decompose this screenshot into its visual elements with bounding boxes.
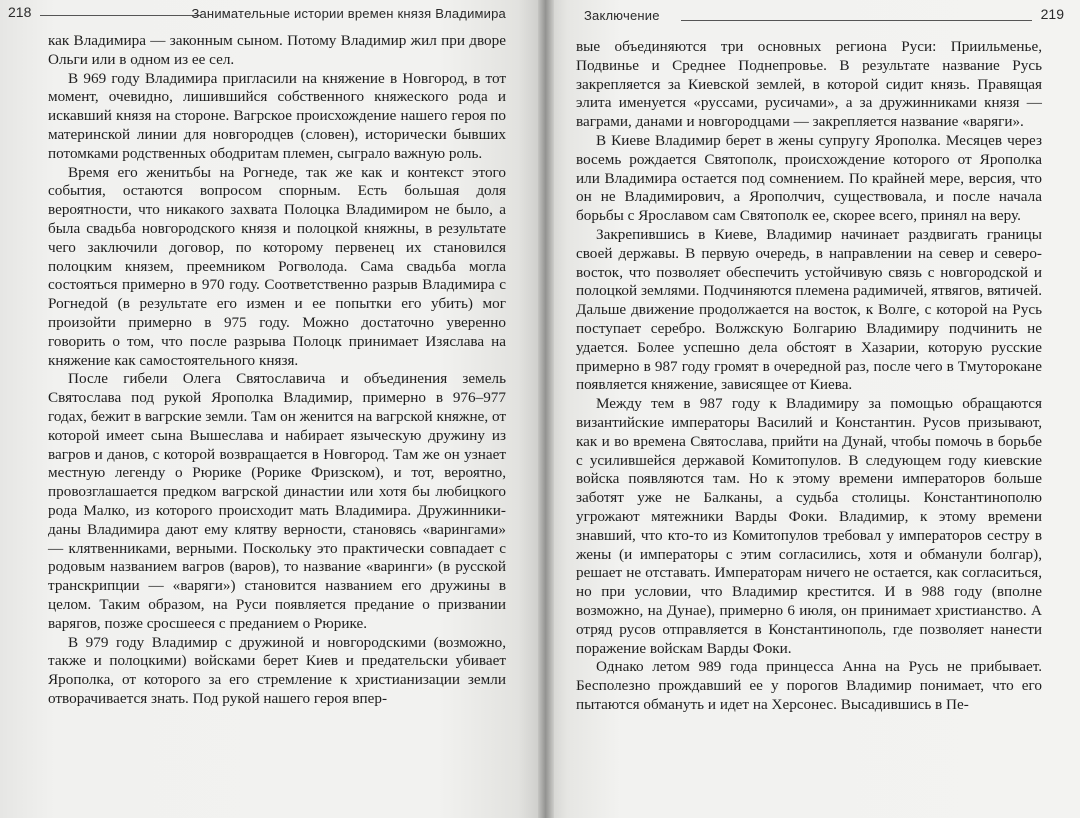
book-gutter	[538, 0, 554, 818]
paragraph: Между тем в 987 году к Владимиру за помощью обращаются византийские императоры Василий и Константин. Русов призывают, как и во времена Святослава, прийти на Дунай, чтобы помочь в борьбе с усилившейся державой Комитопулов. В следующем году киевские войска появляются там. Но к этому времени императоров больше заботят уже не Балканы, а судьба столицы. Константинополю угрожают мятежники Варды Фоки. Владимир, к этому времени знавший, что кто-то из Комитопулов требовал у императоров сестру в жены (и императоры с этим согласились, хотя и обманули болгар), решает не отставать. Императорам ничего не остается, как согласиться, но при условии, что Владимир крестится. И в 988 году (вполне возможно, на Дунае), примерно 6 июля, он принимает христианство. А отряд русов отправляется в Константинополь, где позволяет нанести поражение войскам Варды Фоки.	[576, 395, 1042, 657]
right-running-head	[576, 0, 1064, 32]
paragraph: вые объединяются три основных региона Руси: Приильменье, Подвинье и Среднее Поднепровье. В результате название Русь закрепляется за Киевской землей, в которой сидит князь. Правящая элита именуется «руссами, русичами», а за дружинниками князя — ваграми, данами и новгородцами — закрепляется название «варяги».	[576, 38, 1042, 131]
paragraph: В 979 году Владимир с дружиной и новгородскими (возможно, также и полоцкими) войсками берет Киев и предательски убивает Ярополка, от которого за его стремление к христианизации земли отворачивается знать. Под рукой нашего героя впер-	[48, 633, 506, 707]
paragraph: Время его женитьбы на Рогнеде, так же как и контекст этого события, остаются вопросом спорным. Есть большая доля вероятности, что никакого захвата Полоцка Владимиром не было, а была свадьба новгородского князя и полоцкой княжны, в результате чего заключили договор, по которому первенец их становился полоцким князем, преемником Рогволода. Сама свадьба могла состояться примерно в 970 году. Соответственно разрыв Владимира с Рогнедой (в результате его измен и ее попытки его убить) мог произойти примерно в 975 году. Можно достаточно уверенно говорить о том, что после разрыва Полоцк принимает Изяслава на княжение как самостоятельного князя.	[48, 163, 506, 369]
left-header-rule	[40, 15, 201, 16]
right-page	[546, 0, 1080, 818]
paragraph: Закрепившись в Киеве, Владимир начинает раздвигать границы своей державы. В первую очередь, в направлении на север и северо-восток, что позволяет обеспечить устойчивую связь с новгородской и полоцкой землями. Подчиняются племена радимичей, ятвягов, вятичей. Дальше движение продолжается на восток, к Волге, с которой на Русь поступает серебро. Волжскую Болгарию Владимиру подчинить не удается. Более успешно дела обстоят в Хазарии, которую русские примерно в 987 году громят в очередной раз, после чего в Тмуторокане появляется княжение, зависящее от Киева.	[576, 225, 1042, 394]
right-header-rule	[681, 20, 1032, 21]
left-running-head	[8, 0, 506, 32]
right-running-title: Заключение	[584, 8, 660, 23]
left-running-title: Занимательные истории времен князя Владимира	[191, 6, 506, 21]
left-page-number: 218	[8, 4, 32, 20]
paragraph: В Киеве Владимир берет в жены супругу Ярополка. Месяцев через восемь рождается Святополк, происхождение которого от Ярополка или Владимира остается под сомнением. По крайней мере, версия, что он не Владимирович, а Ярополчич, существовала, и после начала борьбы с Ярославом сам Святополк ее, скорее всего, принял на веру.	[576, 131, 1042, 225]
paragraph: Однако летом 989 года принцесса Анна на Русь не прибывает. Бесполезно прождавший ее у порогов Владимир понимает, что его пытаются обмануть и идет на Херсонес. Высадившись в Пе-	[576, 658, 1042, 713]
paragraph: После гибели Олега Святославича и объединения земель Святослава под рукой Ярополка Владимир, примерно в 976–977 годах, бежит в вагрские земли. Там он женится на вагрской княжне, от которой имеет сына Вышеслава и набирает языческую дружину из вагров и данов, с которой возвращается в Новгород. Там же он узнает местную легенду о Рюрике (Рорике Фризском), и тот, вероятно, провозглашается предком вагрской династии или хотя бы любицкого рода Малко, из которого происходит мать Владимира. Дружинники-даны Владимира дают ему клятву верности, становясь «варингами» — клятвенниками, верными. Поскольку это практически совпадает с родовым названием вагров (варов), то название «варинги» (в русской транскрипции — «варяги») становится названием его дружины в целом. Таким образом, на Руси появляется предание о призвании варягов, позже сросшееся с преданием о Рюрике.	[48, 370, 506, 632]
paragraph: как Владимира — законным сыном. Потому Владимир жил при дворе Ольги или в одном из ее сел.	[48, 32, 506, 68]
right-page-number: 219	[1040, 6, 1064, 22]
left-page-text	[48, 32, 506, 709]
paragraph: В 969 году Владимира пригласили на княжение в Новгород, в тот момент, очевидно, лишившийся собственного княжеского рода и искавший князя на стороне. Вагрское происхождение нашего героя по материнской линии для новгородцев (словен), исторически бывших потомками родственных ободритам племен, сыграло важную роль.	[48, 69, 506, 162]
right-page-text	[576, 38, 1042, 715]
